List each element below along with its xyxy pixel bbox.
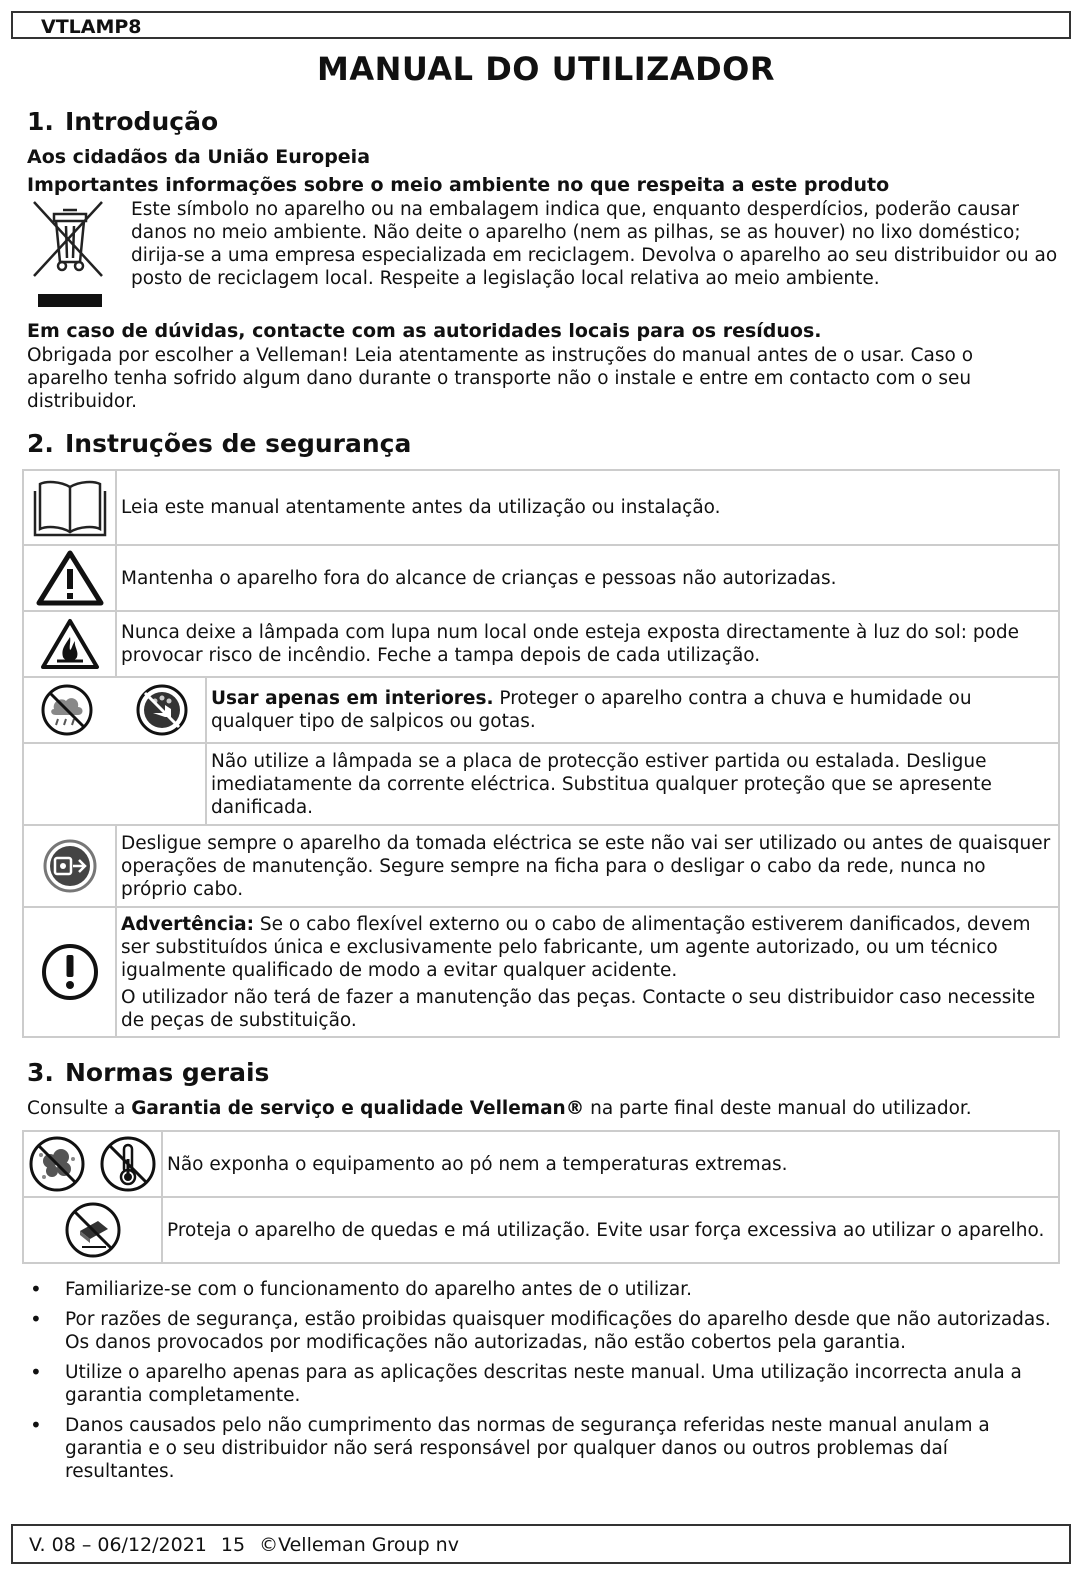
icon-cell	[23, 470, 116, 545]
text-cell: Não utilize a lâmpada se a placa de protecção estiver partida ou estalada. Desligue imediatamente da corrente eléctrica. Substitua qualquer proteção que se apresente danificada.	[206, 743, 1059, 825]
section-number: 1.	[27, 107, 54, 136]
table-row	[23, 1197, 1059, 1263]
text-cell: Não exponha o equipamento ao pó nem a temperaturas extremas.	[162, 1131, 1059, 1197]
text-cell: Proteja o aparelho de quedas e má utilização. Evite usar força excessiva ao utilizar o aparelho.	[162, 1197, 1059, 1263]
table-row	[23, 825, 1059, 907]
table-row	[23, 743, 1059, 825]
weee-icon	[28, 198, 110, 313]
list-item: • Familiarize-se com o funcionamento do aparelho antes de o utilizar.	[28, 1278, 1058, 1301]
warning-text: Se o cabo flexível externo ou o cabo de alimentação estiverem danificados, devem ser substituídos única e exclusivamente pelo fabricante, um agente autorizado, ou um técnico igualmente qualificado de modo a evitar qualquer acidente.	[121, 913, 1031, 981]
exclamation-circle-icon	[40, 942, 100, 1002]
list-item: • Utilize o aparelho apenas para as aplicações descritas neste manual. Uma utilização incorrecta anula a garantia completamente.	[28, 1361, 1058, 1407]
indoor-use-text: Proteger o aparelho contra a chuva e humidade ou qualquer tipo de salpicos ou gotas.	[211, 688, 972, 732]
footer-copyright: ©Velleman Group nv	[259, 1534, 459, 1556]
list-item: • Danos causados pelo não cumprimento das normas de segurança referidas neste manual anulam a garantia e o seu distribuidor não será responsável por qualquer danos ou outros problemas daí resultantes.	[28, 1414, 1058, 1483]
text-cell: Leia este manual atentamente antes da utilização ou instalação.	[116, 470, 1059, 545]
no-splash-icon	[135, 683, 189, 737]
section-title: Instruções de segurança	[65, 429, 412, 458]
section-number: 3.	[27, 1058, 54, 1087]
warranty-intro	[27, 1097, 1067, 1120]
doubts-text: Em caso de dúvidas, contacte com as autoridades locais para os resíduos.	[27, 320, 822, 342]
icon-cell	[23, 825, 116, 907]
icon-cell	[23, 1197, 162, 1263]
warning-bold: Advertência:	[121, 913, 255, 935]
product-code: VTLAMP8	[41, 16, 142, 38]
no-temperature-icon	[99, 1135, 157, 1193]
table-row	[23, 545, 1059, 611]
footer-text	[29, 1534, 473, 1556]
no-dust-icon	[28, 1135, 86, 1193]
warranty-intro-bold: Garantia de serviço e qualidade Velleman®	[131, 1098, 585, 1119]
text-cell: Desligue sempre o aparelho da tomada eléctrica se este não vai ser utilizado ou antes de quaisquer operações de manutenção. Segure sempre na ficha para o desligar o cabo da rede, nunca no próprio cabo.	[116, 825, 1059, 907]
manual-book-icon	[32, 477, 108, 539]
icon-cell	[23, 677, 206, 743]
section-title: Normas gerais	[65, 1058, 270, 1087]
table-row	[23, 1131, 1059, 1197]
footer-page-number: 15	[220, 1534, 246, 1556]
footer	[11, 1524, 1071, 1564]
text-cell	[206, 677, 1059, 743]
section-2-heading	[27, 429, 411, 458]
indoor-use-bold: Usar apenas em interiores.	[211, 688, 494, 709]
environment-heading: Importantes informações sobre o meio ambiente no que respeita a este produto	[27, 174, 890, 196]
section-number: 2.	[27, 429, 54, 458]
no-drop-icon	[64, 1201, 122, 1259]
header-box	[11, 11, 1071, 39]
warranty-intro-post: na parte final deste manual do utilizador.	[584, 1098, 972, 1119]
fire-hazard-icon	[39, 617, 101, 671]
section-3-heading	[27, 1058, 269, 1087]
maintenance-text: O utilizador não terá de fazer a manutenção das peças. Contacte o seu distribuidor caso necessite de peças de substituição.	[121, 986, 1036, 1031]
eu-heading: Aos cidadãos da União Europeia	[27, 146, 371, 168]
section-title: Introdução	[65, 107, 219, 136]
environment-text: Este símbolo no aparelho ou na embalagem indica que, enquanto desperdícios, poderão causar danos no meio ambiente. Não deite o aparelho (nem as pilhas, se as houver) no lixo doméstico; dirija-se a uma empresa especializada em reciclagem. Devolva o aparelho ao seu distribuidor ou ao posto de reciclagem local. Respeite a legislação local relativa ao meio ambiente.	[131, 199, 1058, 289]
thanks-text: Obrigada por escolher a Velleman! Leia atentamente as instruções do manual antes de o usar. Caso o aparelho tenha sofrido algum dano durante o transporte não o instale e entre em contacto com o seu distribuidor.	[27, 345, 974, 412]
unplug-icon	[42, 838, 98, 894]
icon-cell	[23, 611, 116, 677]
warning-triangle-icon	[35, 549, 105, 607]
warning-paragraph	[121, 913, 1052, 982]
table-row	[23, 611, 1059, 677]
text-cell: Nunca deixe a lâmpada com lupa num local onde esteja exposta directamente à luz do sol: pode provocar risco de incêndio. Feche a tampa depois de cada utilização.	[116, 611, 1059, 677]
icon-cell	[23, 1131, 162, 1197]
page-title: MANUAL DO UTILIZADOR	[317, 50, 775, 88]
safety-table	[22, 469, 1060, 1038]
general-table	[22, 1130, 1060, 1264]
icon-cell	[23, 545, 116, 611]
text-cell: Mantenha o aparelho fora do alcance de crianças e pessoas não autorizadas.	[116, 545, 1059, 611]
table-row	[23, 470, 1059, 545]
footer-version: V. 08 – 06/12/2021	[29, 1534, 207, 1556]
general-rules-list	[28, 1278, 1058, 1490]
warranty-intro-pre: Consulte a	[27, 1098, 132, 1119]
list-item: • Por razões de segurança, estão proibidas quaisquer modificações do aparelho desde que não autorizadas. Os danos provocados por modificações não autorizadas, não estão cobertos pela garantia.	[28, 1308, 1058, 1354]
text-cell	[116, 907, 1059, 1037]
table-row	[23, 677, 1059, 743]
section-1-heading	[27, 107, 218, 136]
icon-cell	[23, 743, 206, 825]
no-rain-icon	[40, 683, 94, 737]
table-row	[23, 907, 1059, 1037]
icon-cell	[23, 907, 116, 1037]
